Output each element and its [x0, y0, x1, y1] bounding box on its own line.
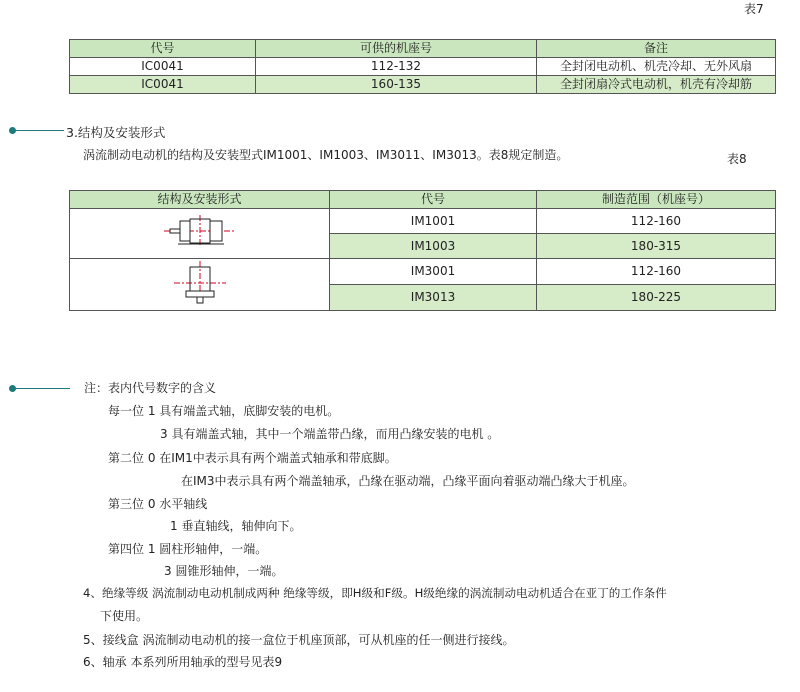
table-cell: IM3013	[330, 285, 537, 311]
table-cell: IM1001	[330, 209, 537, 234]
section3-description: 涡流制动电动机的结构及安装型式IM1001、IM1003、IM3011、IM3013。表8规定制造。	[83, 148, 569, 162]
table-row	[70, 259, 776, 285]
table-header: 制造范围（机座号）	[537, 191, 776, 209]
table7	[69, 39, 776, 94]
drawing-cell-im1	[70, 209, 330, 259]
notes-title: 注：表内代号数字的含义	[84, 381, 217, 395]
note-line: 4、绝缘等级 涡流制动电动机制成两种 绝缘等级，即H级和F级。H级绝缘的涡流制动电动机适合在亚丁的工作条件	[83, 586, 667, 600]
notes-bullet-line	[14, 388, 70, 389]
table-cell: 112-160	[537, 259, 776, 285]
table-cell: 160-135	[256, 76, 537, 94]
drawing-cell-im3	[70, 259, 330, 311]
table7-header-row	[70, 40, 776, 58]
table-row	[70, 209, 776, 234]
table-header: 可供的机座号	[256, 40, 537, 58]
table8-label: 表8	[727, 152, 747, 166]
note-line: 1 垂直轴线，轴伸向下。	[170, 519, 302, 533]
table-header: 备注	[537, 40, 776, 58]
note-line: 第二位 0 在IM1中表示具有两个端盖式轴承和带底脚。	[108, 451, 397, 465]
table-header: 代号	[70, 40, 256, 58]
table-cell: IM3001	[330, 259, 537, 285]
table-cell: 180-315	[537, 234, 776, 259]
section3-bullet-line	[14, 130, 64, 131]
table8-header-row	[70, 191, 776, 209]
table8	[69, 190, 776, 311]
table-header: 结构及安装形式	[70, 191, 330, 209]
note-line: 5、接线盒 涡流制动电动机的接一盒位于机座顶部，可从机座的任一侧进行接线。	[83, 633, 515, 647]
table-row	[70, 76, 776, 94]
note-line: 3 具有端盖式轴，其中一个端盖带凸缘，而用凸缘安装的电机 。	[160, 427, 500, 441]
table-cell: IC0041	[70, 76, 256, 94]
note-line: 在IM3中表示具有两个端盖轴承，凸缘在驱动端，凸缘平面向着驱动端凸缘大于机座。	[181, 474, 635, 488]
table-cell: 180-225	[537, 285, 776, 311]
note-line: 每一位 1 具有端盖式轴，底脚安装的电机。	[108, 404, 340, 418]
note-line: 6、轴承 本系列所用轴承的型号见表9	[83, 655, 283, 669]
im3-motor-drawing-icon	[170, 259, 230, 305]
im1-motor-drawing-icon	[160, 213, 240, 249]
section3-title: 3.结构及安装形式	[66, 125, 166, 140]
table-cell: 全封闭电动机、机壳冷却、无外风扇	[537, 58, 776, 76]
table-cell: 全封闭扇冷式电动机，机壳有冷却筋	[537, 76, 776, 94]
table7-label: 表7	[744, 2, 764, 16]
note-line: 下使用。	[100, 609, 149, 623]
table-cell: 112-132	[256, 58, 537, 76]
note-line: 3 圆锥形轴伸，一端。	[164, 564, 284, 578]
note-line: 第四位 1 圆柱形轴伸，一端。	[108, 542, 268, 556]
table-cell: 112-160	[537, 209, 776, 234]
table-header: 代号	[330, 191, 537, 209]
table-cell: IC0041	[70, 58, 256, 76]
table-cell: IM1003	[330, 234, 537, 259]
table-row	[70, 58, 776, 76]
note-line: 第三位 0 水平轴线	[108, 497, 208, 511]
